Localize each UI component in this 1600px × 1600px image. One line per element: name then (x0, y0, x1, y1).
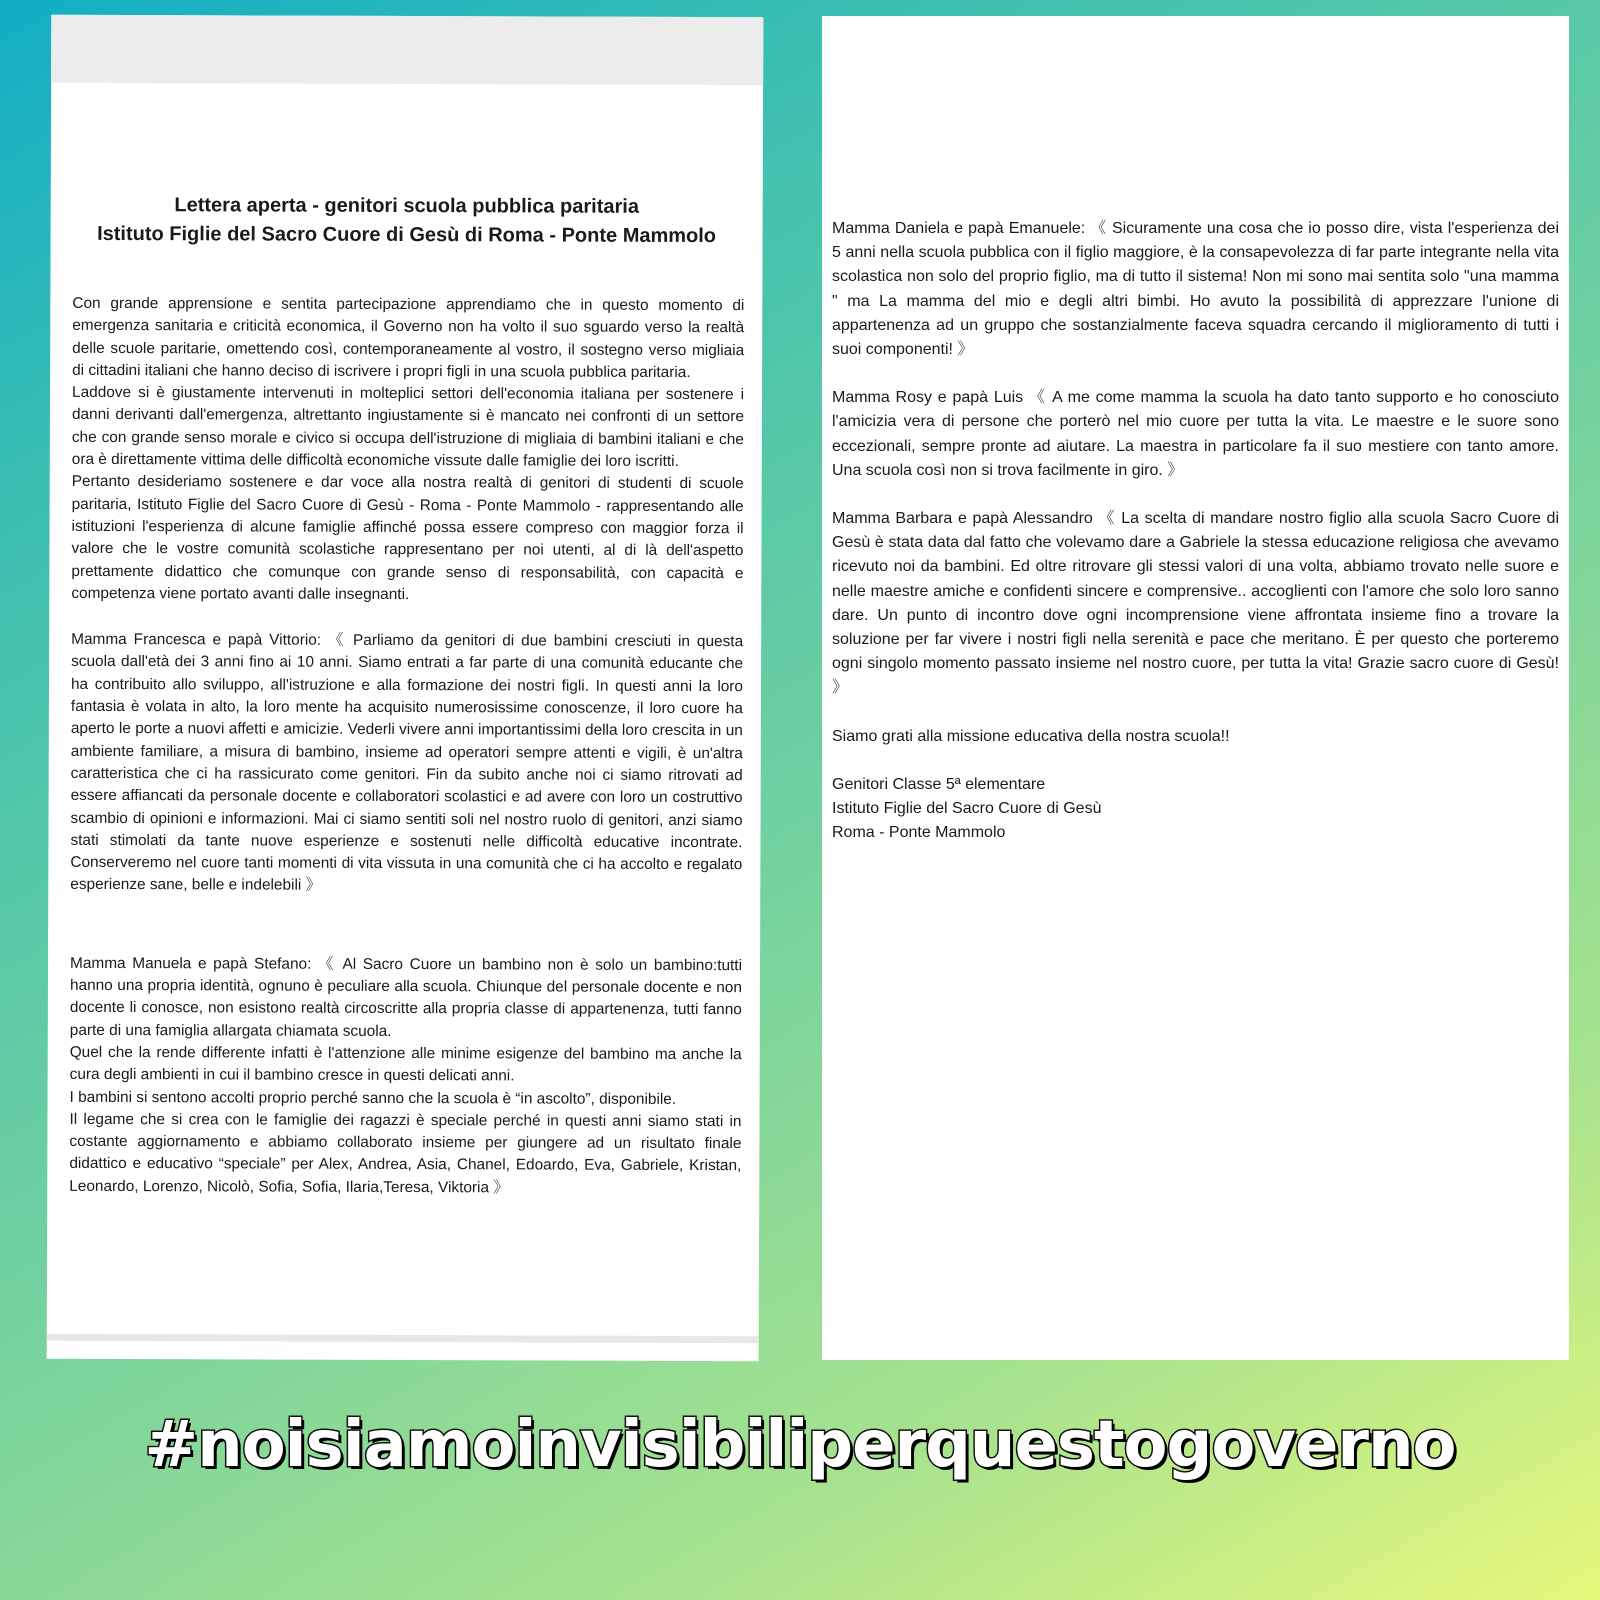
testimony-rosy-luis: Mamma Rosy e papà Luis 《 A me come mamma la scuola ha dato tanto supporto e ho conosciuto l'amicizia vera di persone che porterò nel mio cuore per tutta la vita. Le maestre e le suore sono eccezionali, sempre pronte ad aiutare. La maestra in particolare fa il suo mestiere con tanto amore. Una scuola così non si trova facilmente in giro. 》 (832, 389, 1559, 479)
hashtag-banner: #noisiamoinvisibiliperquestogoverno (144, 1408, 1456, 1482)
closing-line: Siamo grati alla missione educativa della nostra scuola!! (832, 727, 1230, 745)
testimony-manuela-stefano-1: Mamma Manuela e papà Stefano: 《 Al Sacro Cuore un bambino non è solo un bambino:tutti hanno una propria identità, ognuno è peculiare alla scuola. Chiunque del personale docente e non docente li conosce, non esistono realtà circoscritte alla propria classe di appartenenza, tutti fanno parte di una famiglia allargata chiamata scuola. (69, 954, 743, 1040)
title-line-1: Lettera aperta - genitori scuola pubblica paritaria (174, 194, 640, 218)
testimony-manuela-stefano-4: Il legame che si crea con le famiglie dei ragazzi è speciale perché in questi anni siamo stati in costante aggiornamento e abbiamo collaborato insieme per giungere ad un risultato finale didattico e educativo “speciale” per Alex, Andrea, Asia, Chanel, Edoardo, Eva, Gabriele, Kristan, Leonardo, Lorenzo, Nicolò, Sofia, Sofia, Ilaria,Teresa, Viktoria 》 (69, 1110, 742, 1197)
page-bottom-band (47, 1334, 759, 1343)
testimony-manuela-stefano-2: Quel che la rende differente infatti è l'attenzione alle minime esigenze del bambino ma anche la cura degli ambienti in cui il bambino cresce in questi delicati anni. (69, 1043, 742, 1085)
testimony-daniela-emanuele: Mamma Daniela e papà Emanuele: 《 Sicuramente una cosa che io posso dire, vista l'esperienza dei 5 anni nella scuola pubblica con il figlio maggiore, è la consapevolezza di far parte integrante nella vita scolastica non solo del proprio figlio, ma di tutto il sistema! Non mi sono mai sentita solo "una mamma " ma La mamma del mio e degli altri bimbi. Ho avuto la possibilità di apprezzare l'unione di appartenenza ad un gruppo che sostanzialmente faceva squadra cercando il miglioramento di tutti i suoi componenti! 》 (832, 220, 1559, 359)
signature (832, 773, 1559, 846)
page-top-band (51, 15, 763, 85)
signature-line-3: Roma - Ponte Mammolo (832, 824, 1006, 842)
letter-page-right (822, 16, 1569, 1360)
letter-title (51, 191, 763, 251)
signature-line-1: Genitori Classe 5ª elementare (832, 775, 1046, 793)
title-line-2: Istituto Figlie del Sacro Cuore di Gesù di Roma - Ponte Mammolo (97, 222, 717, 248)
letter-page-left (47, 15, 764, 1361)
letter-body-left (69, 293, 744, 1200)
signature-line-2: Istituto Figlie del Sacro Cuore di Gesù (832, 800, 1102, 818)
intro-paragraph-3: Pertanto desideriamo sostenere e dar voce alla nostra realtà di genitori di studenti di scuole paritaria, Istituto Figlie del Sacro Cuore di Gesù - Roma - Ponte Mammolo - rappresentando alle istituzioni l'esperienza di alcune famiglie affinché possa essere compreso con maggior forza il valore che le vostre comunità scolastiche rappresentano per noi utenti, al di là dell'aspetto prettamente didattico che comunque con grande senso di responsabilità, con capacità e competenza viene portato avanti dalle insegnanti. (71, 473, 744, 603)
intro-paragraph-1: Con grande apprensione e sentita partecipazione apprendiamo che in questo momento di emergenza sanitaria e criticità economica, il Governo non ha volto il suo sguardo verso la realtà delle scuole paritarie, omettendo così, contemporaneamente al vostro, il sostegno verso migliaia di cittadini italiani che hanno deciso di iscrivere i propri figli in una scuola pubblica paritaria. (72, 294, 745, 381)
letter-body-right (832, 217, 1559, 845)
intro-paragraph-2: Laddove si è giustamente intervenuti in molteplici settori dell'economia italiana per sostenere i danni derivanti dall'emergenza, altrettanto ingiustamente si è mancato nei confronti di un settore che con grande senso morale e civico si occupa dell'istruzione di migliaia di bambini italiani e che ora è direttamente vittima delle difficoltà economiche vissute dalle famiglie dei loro iscritti. (71, 384, 745, 471)
testimony-francesca-vittorio: Mamma Francesca e papà Vittorio: 《 Parliamo da genitori di due bambini cresciuti in questa scuola dall'età dei 3 anni fino ai 10 anni. Siamo entrati a far parte di una comunità educante che ha contribuito allo sviluppo, all'istruzione e alla formazione dei nostri figli. In questi anni la loro fantasia è volata in alto, la loro mente ha acquisito numerosissime conoscenze, il loro cuore ha aperto le porte a nuovi affetti e amicizie. Vederli vivere anni importantissimi della loro crescita in un ambiente familiare, a misura di bambino, insieme ad operatori sempre attenti e vigili, è un'altra caratteristica che ci ha rassicurato come genitori. Fin da subito anche noi ci siamo ritrovati ad essere affiancati da personale docente e collaboratori scolastici e ad avere con loro un costruttivo scambio di opinioni e informazioni. Mai ci siamo sentiti soli nel nostro ruolo di genitori, anzi siamo stati stimolati da tante nuove esperienze e sostenuti nelle difficoltà educative incontrate. Conserveremo nel cuore tanti momenti di vita vissuta in una comunità che ci ha accolto e regalato esperienze sane, belle e indelebili 》 (70, 630, 744, 895)
testimony-barbara-alessandro: Mamma Barbara e papà Alessandro 《 La scelta di mandare nostro figlio alla scuola Sacro Cuore di Gesù è stata data dal fatto che volevamo dare a Gabriele la stessa educazione religiosa che avevamo ricevuto noi da bambini. Ed oltre ritrovare gli stessi valori di una volta, abbiamo trovato nelle suore e nelle maestre amiche e confidenti sincere e comprensive.. accoglienti con l'amore che solo loro sanno dare. Un punto di incontro dove ogni incomprensione viene affrontata insieme fino a trovare la soluzione per far vivere i nostri figli nella serenità e pace che meritano. È per questo che porteremo ogni singolo momento passato insieme nel nostro cuore, per tutta la vita! Grazie sacro cuore di Gesù! 》 (832, 510, 1559, 697)
testimony-manuela-stefano-3: I bambini si sentono accolti proprio perché sanno che la scuola è “in ascolto”, disponibile. (69, 1088, 677, 1108)
